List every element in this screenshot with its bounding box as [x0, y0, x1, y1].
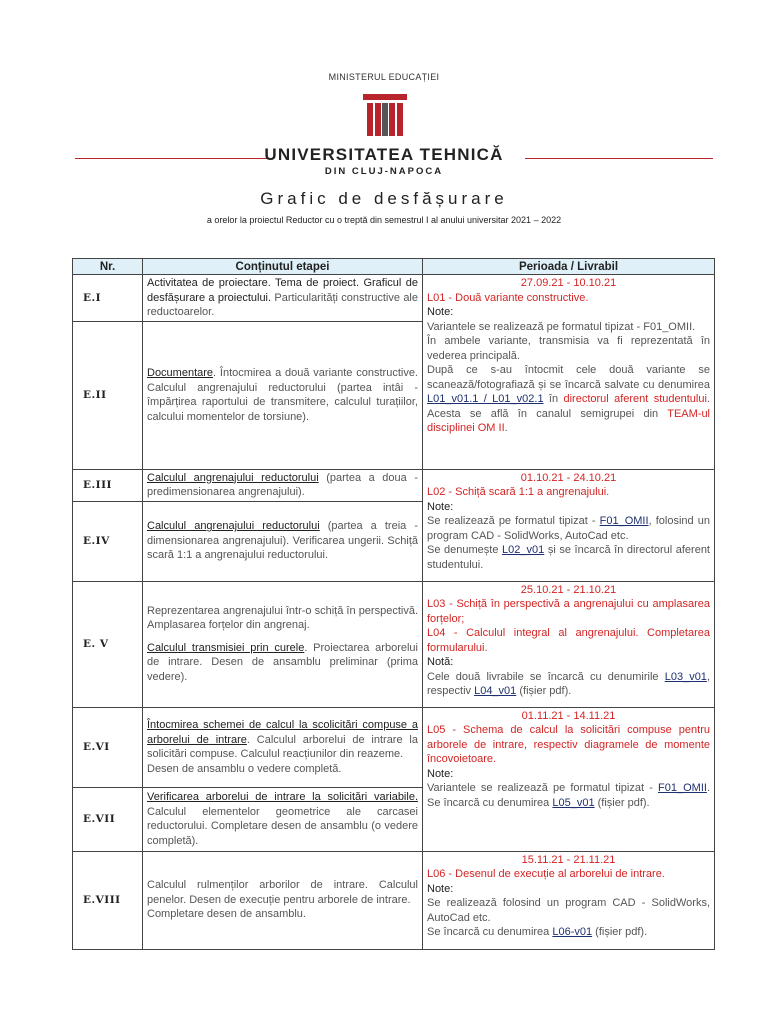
- deliverable: L06 - Desenul de execuție al arborelui de intrare.: [427, 868, 665, 880]
- stage-content: Documentare. Întocmirea a două variante constructive. Calculul angrenajului reductorului (partea intâi - împărțirea raportului de transmitere, calculul turațiilor, calcului momentelor de torsiune).: [143, 321, 423, 469]
- stage-period: 01.11.21 - 14.11.21 L05 - Schema de calcul la solicitări compuse pentru arborele de intrare, respectiv diagramele de momente încovoietoare. Note: Variantele se realizează pe formatul tipizat - F01_OMII. Se încarcă cu denumirea L05_v01 (fișier pdf).: [423, 707, 715, 851]
- stage-content: Calculul rulmenților arborilor de intrare. Calculul penelor. Desen de execuție pentru arborele de intrare. Completare desen de ansamblu.: [143, 851, 423, 949]
- table-row: [73, 851, 715, 949]
- stage-number: E.VI: [73, 707, 143, 787]
- note-label: Notă:: [427, 656, 454, 668]
- stage-period: 15.11.21 - 21.11.21 L06 - Desenul de execuție al arborelui de intrare. Note: Se realizează folosind un program CAD - SolidWorks, AutoCad etc. Se încarcă cu denumirea L06-v01 (fișier pdf).: [423, 851, 715, 949]
- stage-content: Calculul angrenajului reductorului (partea a doua - predimensionarea angrenajului).: [143, 469, 423, 501]
- stage-number: E.III: [73, 469, 143, 501]
- deliverable: L02 - Schiță scară 1:1 a angrenajului.: [427, 486, 610, 498]
- university-logo-icon: [361, 92, 409, 140]
- schedule-table: [72, 258, 715, 950]
- stage-number: E.I: [73, 275, 143, 322]
- university-name: UNIVERSITATEA TEHNICĂ: [264, 145, 504, 164]
- header-period: Perioada / Livrabil: [423, 259, 715, 275]
- page-subtitle: a orelor la proiectul Reductor cu o treptă din semestrul I al anului universitar 2021 – 2022: [206, 215, 562, 225]
- period-dates: 25.10.21 - 21.10.21: [520, 583, 617, 596]
- note-label: Note:: [427, 500, 454, 513]
- document-header: [0, 0, 768, 225]
- stage-period: 25.10.21 - 21.10.21 L03 - Schiță în perspectivă a angrenajului cu amplasarea forțelor; L04 - Calculul integral al angrenajului. Completarea formularului. Notă: Cele două livrabile se încarcă cu denumirile L03_v01, respectiv L04_v01 (fișier pdf).: [423, 581, 715, 707]
- note-label: Note:: [427, 306, 454, 318]
- period-dates: 01.11.21 - 14.11.21: [521, 709, 616, 722]
- stage-number: E. V: [73, 581, 143, 707]
- stage-content: Reprezentarea angrenajului într-o schiță în perspectivă. Amplasarea forțelor din angrenaj. Calculul transmisiei prin curele. Proiectarea arborelui de intrare. Desen de ansamblu preliminar (prima vedere).: [143, 581, 423, 707]
- stage-content: Verificarea arborelui de intrare la solicitări variabile. Calculul elementelor geometrice ale carcasei reductorului. Completare desen de ansamblu (o vedere completă).: [143, 787, 423, 851]
- period-dates: 01.10.21 - 24.10.21: [520, 471, 617, 484]
- header-content: Conținutul etapei: [143, 259, 423, 275]
- stage-content: Întocmirea schemei de calcul la scolicitări compuse a arborelui de intrare. Calculul arborelui de intrare la solicitări compuse. Calculul reacțiunilor din reazeme. Desen de ansamblu o vedere completă.: [143, 707, 423, 787]
- stage-number: E.II: [73, 321, 143, 469]
- deliverable: L01 - Două variante constructive.: [427, 291, 589, 304]
- page-title: Grafic de desfășurare: [260, 189, 508, 208]
- stage-content: Calculul angrenajului reductorului (partea a treia - dimensionarea angrenajului). Verificarea ungerii. Schiță scară 1:1 a angrenajului reductorului.: [143, 501, 423, 581]
- period-dates: 27.09.21 - 10.10.21: [520, 277, 617, 289]
- ministry-name: MINISTERUL EDUCAȚIEI: [328, 72, 440, 82]
- note-label: Note:: [427, 882, 454, 895]
- stage-number: E.VII: [73, 787, 143, 851]
- deliverable: L05 - Schema de calcul la solicitări compuse pentru arborele de intrare, respectiv diagramele de momente încovoietoare.: [427, 724, 710, 765]
- header-nr: Nr.: [73, 259, 143, 275]
- university-city: DIN CLUJ-NAPOCA: [324, 166, 444, 177]
- deliverable: L04 - Calculul integral al angrenajului. Completarea formularului.: [427, 627, 710, 654]
- deliverable: L03 - Schiță în perspectivă a angrenajului cu amplasarea forțelor;: [427, 598, 710, 625]
- table-header-row: [73, 259, 715, 275]
- stage-content: Activitatea de proiectare. Tema de proiect. Graficul de desfășurare a proiectului. Particularități constructive ale reductoarelor.: [143, 275, 423, 322]
- table-row: [73, 469, 715, 501]
- note-label: Note:: [427, 767, 454, 780]
- table-row: [73, 707, 715, 787]
- stage-period: 27.09.21 - 10.10.21 L01 - Două variante constructive. Note: Variantele se realizează pe formatul tipizat - F01_OMII. În ambele variante, transmisia va fi reprezentată în vederea principală. După ce s-au întocmit cele două variante se scanează/fotografiază și se încarcă salvate cu denumirea L01_v01.1 / L01_v02.1 în directorul aferent studentului. Acesta se află în canalul semigrupei din TEAM-ul disciplinei OM II.: [423, 275, 715, 470]
- table-row: [73, 581, 715, 707]
- table-row: [73, 275, 715, 322]
- stage-number: E.IV: [73, 501, 143, 581]
- stage-number: E.VIII: [73, 851, 143, 949]
- period-dates: 15.11.21 - 21.11.21: [521, 853, 616, 866]
- stage-period: 01.10.21 - 24.10.21 L02 - Schiță scară 1:1 a angrenajului. Note: Se realizează pe formatul tipizat - F01_OMII, folosind un program CAD - SolidWorks, AutoCad etc. Se denumește L02_v01 și se încarcă în directorul aferent studentului.: [423, 469, 715, 581]
